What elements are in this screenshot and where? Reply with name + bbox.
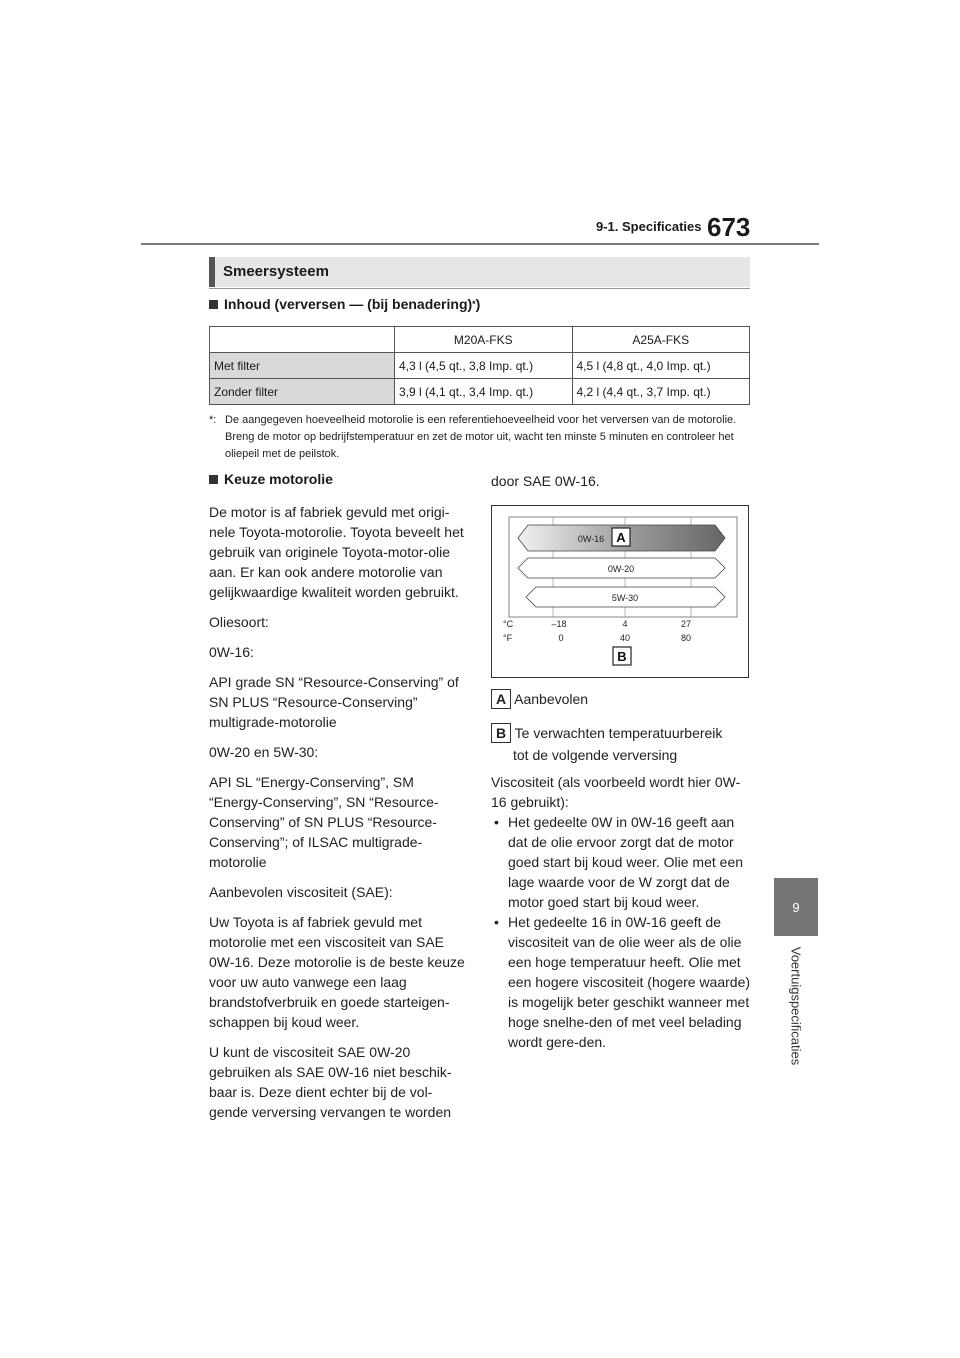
bar-5w30-label: 5W-30 <box>611 593 639 603</box>
table-corner-cell <box>210 327 395 353</box>
oil-paragraph-2: Oliesoort: <box>209 614 269 630</box>
legend-a <box>491 689 753 709</box>
left-column <box>209 502 467 1132</box>
square-bullet-icon <box>209 300 218 309</box>
tick-c: –18 <box>551 619 567 629</box>
oil-paragraph-1: De motor is af fabriek gevuld met origi-nele Toyota-motorolie. Toyota beveelt het gebruik van originele Toyota-motor-olie aan. Er kan ook andere motorolie van gelijkwaardige kwaliteit worden gebruikt. <box>209 504 464 600</box>
tick-f: 0 <box>558 633 564 643</box>
page-section-title: 9-1. Specificaties <box>596 219 702 234</box>
capacity-heading: Inhoud (verversen — (bij benadering) * ) <box>209 296 480 312</box>
capacity-footnote <box>209 412 754 463</box>
oil-paragraph-7: Aanbevolen viscositeit (SAE): <box>209 884 393 900</box>
bar-0w20-label: 0W-20 <box>607 564 635 574</box>
unit-fahrenheit: °F <box>503 633 513 643</box>
column-header-a25a: A25A-FKS <box>572 327 750 353</box>
oil-paragraph-3: 0W-16: <box>209 644 254 660</box>
oil-paragraph-5: 0W-20 en 5W-30: <box>209 744 319 760</box>
row-label: Zonder filter <box>210 379 395 405</box>
viscosity-diagram <box>491 505 749 678</box>
list-item: • Het gedeelte 0W in 0W-16 geeft aan dat de olie ervoor zorgt dat de motor goed start bij koud weer. Olie met een lage waarde voor de W zorgt dat de motor goed start bij koud weer. <box>491 812 753 912</box>
list-item: • Het gedeelte 16 in 0W-16 geeft de viscositeit van de olie weer als de olie een hoge temperatuur heeft. Olie met een hogere viscositeit (hogere waarde) is mogelijk beter geschikt wanneer met hoge snelhe-den of met veel belading wordt gere-den. <box>491 912 753 1052</box>
unit-celsius: °C <box>503 619 514 629</box>
legend-b-text-2: tot de volgende verversing <box>513 747 678 763</box>
column-header-m20a: M20A-FKS <box>395 327 573 353</box>
oil-paragraph-6: API SL “Energy-Conserving”, SM “Energy-Conserving”, SN “Resource-Conserving” of SN PLUS “Resource-Conserving”; of ILSAC multigrade-motorolie <box>209 774 439 870</box>
section-heading-bar <box>209 257 750 287</box>
table-header-row <box>210 327 750 353</box>
page-number: 673 <box>707 212 751 242</box>
chapter-side-label: Voertuigspecificaties <box>788 946 804 1066</box>
section-heading: Smeersysteem <box>223 263 329 280</box>
table-cell: 3,9 l (4,1 qt., 3,4 Imp. qt.) <box>395 379 573 405</box>
tick-c: 4 <box>622 619 628 629</box>
viscosity-bullets <box>491 812 753 1052</box>
oil-paragraph-9: U kunt de viscositeit SAE 0W-20 gebruiken als SAE 0W-16 niet beschik-baar is. Deze dient echter bij de vol-gende verversing vervangen te worden <box>209 1044 452 1120</box>
oil-paragraph-4: API grade SN “Resource-Conserving” of SN PLUS “Resource-Conserving” multigrade-motorolie <box>209 674 459 730</box>
footnote-mark: *: <box>209 414 217 426</box>
tick-f: 80 <box>680 633 692 643</box>
diagram-label-a: A <box>616 530 626 545</box>
viscosity-section <box>491 772 753 1052</box>
oil-paragraph-continued: door SAE 0W-16. <box>491 473 600 489</box>
tick-f: 40 <box>619 633 631 643</box>
table-row <box>210 379 750 405</box>
row-label: Met filter <box>210 353 395 379</box>
oil-heading: Keuze motorolie <box>209 471 333 487</box>
diagram-label-b: B <box>617 649 627 664</box>
chapter-tab <box>774 878 818 936</box>
table-row <box>210 353 750 379</box>
section-underline <box>209 288 750 289</box>
footnote-text: De aangegeven hoeveelheid motorolie is een referentiehoeveelheid voor het verversen van de motorolie. Breng de motor op bedrijfstemperatuur en zet de motor uit, wacht ten minste 5 minuten en controleer het oliepeil met de peilstok. <box>225 414 737 460</box>
viscosity-intro: Viscositeit (als voorbeeld wordt hier 0W-16 gebruikt): <box>491 774 741 810</box>
square-bullet-icon <box>209 475 218 484</box>
oil-paragraph-8: Uw Toyota is af fabriek gevuld met motorolie met een viscositeit van SAE 0W-16. Deze motorolie is de beste keuze voor uw auto vanwege een laag brandstofverbruik en goede starteigen-schappen bij koud weer. <box>209 914 465 1030</box>
capacity-table <box>209 326 750 405</box>
header-divider <box>141 243 819 245</box>
legend-b-text: Te verwachten temperatuurbereik <box>514 725 723 741</box>
legend-b <box>491 723 753 765</box>
legend-a-box: A <box>491 689 511 709</box>
bar-0w16-label: 0W-16 <box>577 534 605 544</box>
table-cell: 4,5 l (4,8 qt., 4,0 Imp. qt.) <box>572 353 750 379</box>
table-cell: 4,2 l (4,4 qt., 3,7 Imp. qt.) <box>572 379 750 405</box>
legend-b-box: B <box>491 723 511 743</box>
tick-c: 27 <box>680 619 692 629</box>
table-cell: 4,3 l (4,5 qt., 3,8 Imp. qt.) <box>395 353 573 379</box>
legend-a-text: Aanbevolen <box>514 691 589 707</box>
chapter-tab-number: 9 <box>792 899 800 915</box>
